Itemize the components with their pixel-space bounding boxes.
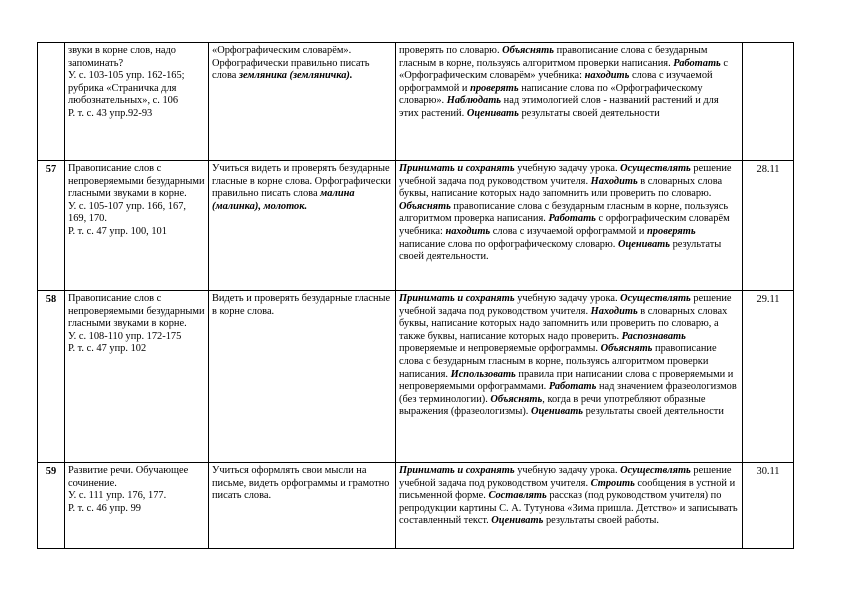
- lesson-topic-cell: [65, 43, 209, 161]
- topic-line: Р. т. с. 47 упр. 100, 101: [68, 225, 167, 237]
- emphasis-text: Распознавать: [621, 330, 686, 342]
- emphasis-text: Осуществлять: [620, 163, 691, 174]
- emphasis-text: находить: [584, 70, 630, 82]
- text-segment: Учиться видеть и проверять безударные гласные в корне слова. Орфографически правильно писать слова: [212, 163, 391, 200]
- table-row: [38, 161, 794, 291]
- text-segment: с «Орфографическим словарём» учебника:: [399, 57, 728, 82]
- topic-line: Правописание слов с непроверяемыми безударными гласными звуками в корне.: [68, 163, 205, 200]
- topic-line: Р. т. с. 46 упр. 99: [68, 502, 141, 514]
- emphasis-text: Оценивать: [466, 107, 519, 119]
- text-segment: в словарных слова буквы, написание которых надо запомнить или проверить по словарю.: [399, 175, 723, 200]
- text-segment: правописание слова с безударным гласным в корне, пользуясь алгоритмом проверки написания.: [399, 343, 717, 380]
- text-segment: учебную задачу урока.: [514, 163, 621, 174]
- emphasis-text: Оценивать: [617, 238, 671, 250]
- text-segment: Учиться оформлять свои мысли на письме, видеть орфограммы и грамотно писать слова.: [212, 465, 390, 502]
- emphasis-text: находить: [445, 225, 491, 237]
- learning-activities-cell: [396, 463, 743, 549]
- lesson-goal-cell: [209, 43, 396, 161]
- lesson-number-cell: 59: [38, 463, 65, 549]
- text-segment: над этимологией слов - названий растений и для этих растений.: [399, 95, 719, 119]
- lesson-goal-cell: [209, 291, 396, 463]
- topic-line: У. с. 111 упр. 176, 177.: [68, 490, 167, 502]
- emphasis-text: Работать: [673, 57, 721, 69]
- emphasis-text: Оценивать: [531, 406, 584, 418]
- text-segment: правописание слова с безударным гласным в корне, пользуясь алгоритмом проверки написания.: [399, 45, 708, 69]
- lesson-date-cell: [743, 43, 794, 161]
- lesson-goal-cell: [209, 161, 396, 291]
- topic-line: звуки в корне слов, надо запоминать?: [68, 45, 176, 69]
- emphasis-text: Объяснять: [399, 200, 451, 212]
- topic-line: У. с. 105-107 упр. 166, 167, 169, 170.: [68, 200, 187, 225]
- text-segment: сообщения в устной и письменной форме.: [399, 477, 736, 502]
- text-segment: результаты своей деятельности: [518, 107, 660, 119]
- emphasis-text: Работать: [548, 381, 597, 393]
- text-segment: в словарных словах буквы, написание которых надо запомнить или проверить по словарю, а также буквы, написание которых надо проверить.: [399, 305, 728, 342]
- text-segment: слова с изучаемой орфограммой и: [490, 225, 648, 237]
- text-segment: результаты своей деятельности: [583, 406, 724, 418]
- learning-activities-cell: [396, 43, 743, 161]
- learning-activities-cell: [396, 291, 743, 463]
- topic-line: У. с. 108-110 упр. 172-175: [68, 330, 182, 342]
- lesson-date-cell: 30.11: [743, 463, 794, 549]
- emphasis-text: Осуществлять: [620, 293, 691, 304]
- topic-line: У. с. 103-105 упр. 162-165; рубрика «Страничка для любознательных», с. 106: [68, 70, 185, 107]
- emphasis-text: Наблюдать: [446, 95, 502, 107]
- table-row: [38, 43, 794, 161]
- emphasis-text: Принимать и сохранять: [399, 163, 515, 174]
- text-segment: с орфографическим словарём учебника:: [399, 213, 730, 237]
- emphasis-text: Находить: [590, 175, 638, 187]
- emphasis-text: земляника (земляничка).: [238, 70, 353, 82]
- emphasis-text: проверять: [647, 225, 696, 237]
- lesson-goal-cell: [209, 463, 396, 549]
- text-segment: Видеть и проверять безударные гласные в корне слова.: [212, 293, 391, 317]
- topic-line: Р. т. с. 47 упр. 102: [68, 343, 147, 355]
- emphasis-text: Принимать и сохранять: [399, 293, 515, 304]
- lesson-date-cell: 28.11: [743, 161, 794, 291]
- text-segment: слова с изучаемой орфограммой и: [399, 70, 713, 94]
- text-segment: «Орфографическим словарём». Орфографически правильно писать слова: [212, 45, 370, 82]
- text-segment: , когда в речи употребляют образные выражения (фразеологизмы).: [399, 393, 706, 418]
- emphasis-text: Объяснять: [600, 343, 653, 355]
- emphasis-text: Составлять: [488, 490, 547, 502]
- text-segment: написание слова по «Орфографическому словарю».: [399, 82, 703, 107]
- text-segment: учебную задачу урока.: [514, 465, 621, 476]
- emphasis-text: проверять: [470, 82, 519, 94]
- text-segment: решение учебной задача под руководством учителя.: [399, 465, 732, 489]
- emphasis-text: малина (малинка), молоток.: [212, 188, 355, 212]
- lesson-plan-body: [38, 43, 794, 549]
- topic-line: Развитие речи. Обучающее сочинение.: [68, 465, 189, 489]
- text-segment: правила при написании слова с проверяемыми и непроверяемыми орфограммами.: [399, 368, 734, 393]
- emphasis-text: Работать: [548, 213, 596, 225]
- topic-line: Р. т. с. 43 упр.92-93: [68, 107, 153, 119]
- emphasis-text: Принимать и сохранять: [399, 465, 515, 476]
- lesson-topic-cell: [65, 161, 209, 291]
- text-segment: учебную задачу урока.: [514, 293, 621, 304]
- topic-line: Правописание слов с непроверяемыми безударными гласными звуками в корне.: [68, 293, 205, 330]
- lesson-date-cell: 29.11: [743, 291, 794, 463]
- text-segment: проверяемые и непроверяемые орфограммы.: [399, 343, 601, 355]
- emphasis-text: Объяснять: [502, 45, 554, 56]
- lesson-number-cell: [38, 43, 65, 161]
- text-segment: правописание слова с безударным гласным в корне, пользуясь алгоритмом проверка написания.: [399, 200, 729, 225]
- text-segment: решение учебной задача под руководством учителя.: [399, 293, 732, 317]
- text-segment: решение учебной задача под руководством учителя.: [399, 163, 732, 187]
- lesson-number-cell: 58: [38, 291, 65, 463]
- text-segment: результаты своей работы.: [543, 515, 659, 527]
- text-segment: написание слова по орфографическому словарю.: [399, 238, 618, 250]
- lesson-number-cell: 57: [38, 161, 65, 291]
- emphasis-text: Объяснять: [490, 393, 543, 405]
- emphasis-text: Осуществлять: [620, 465, 691, 476]
- table-row: [38, 463, 794, 549]
- text-segment: результаты своей деятельности.: [399, 238, 722, 263]
- lesson-topic-cell: [65, 291, 209, 463]
- text-segment: рассказ (под руководством учителя) по репродукции картины С. А. Тутунова «Зима пришла. Детство» и записывать составленный текст.: [399, 490, 738, 527]
- emphasis-text: Оценивать: [491, 515, 544, 527]
- text-segment: проверять по словарю.: [399, 45, 503, 56]
- lesson-plan-table: [37, 42, 794, 549]
- learning-activities-cell: [396, 161, 743, 291]
- emphasis-text: Строить: [590, 477, 635, 489]
- lesson-topic-cell: [65, 463, 209, 549]
- emphasis-text: Использовать: [450, 368, 516, 380]
- table-row: [38, 291, 794, 463]
- text-segment: над значением фразеологизмов (без терминологии).: [399, 381, 737, 405]
- emphasis-text: Находить: [590, 305, 638, 317]
